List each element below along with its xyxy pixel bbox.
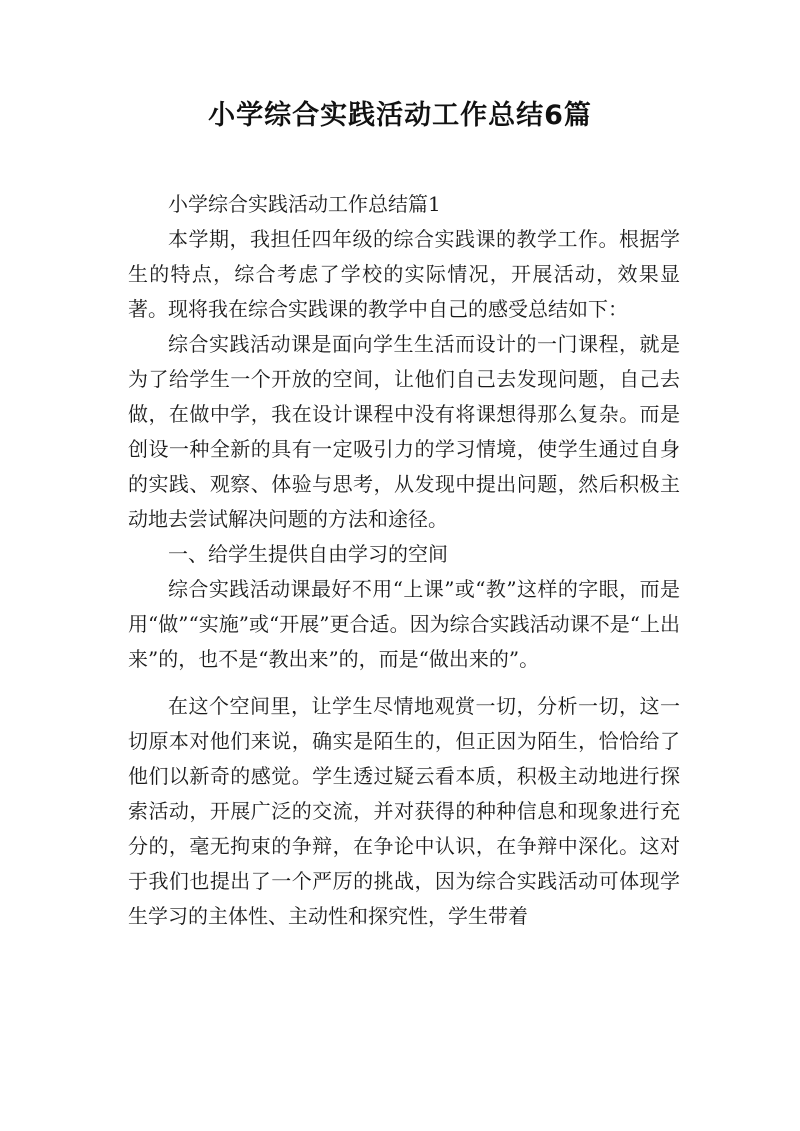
paragraph-terminology: 综合实践活动课最好不用“上课”或“教”这样的字眼，而是用“做”“实施”或“开展”更合适。因为综合实践活动课不是“上出来”的，也不是“教出来”的，而是“做出来的”。 [128,577,680,671]
document-title: 小学综合实践活动工作总结6篇 [208,100,592,131]
section-heading: 小学综合实践活动工作总结篇1 [168,192,441,216]
subsection-heading: 一、给学生提供自由学习的空间 [168,542,448,566]
paragraph-course-description: 综合实践活动课是面向学生生活而设计的一门课程，就是为了给学生一个开放的空间，让他们自己去发现问题，自己去做，在做中学，我在设计课程中没有将课想得那么复杂。而是创设一种全新的具有一定吸引力的学习情境，使学生通过自身的实践、观察、体验与思考，从发现中提出问题，然后积极主动地去尝试解决问题的方法和途径。 [128,332,680,531]
paragraph-intro: 本学期，我担任四年级的综合实践课的教学工作。根据学生的特点，综合考虑了学校的实际情况，开展活动，效果显著。现将我在综合实践课的教学中自己的感受总结如下： [128,227,680,321]
document-body [128,187,680,934]
paragraph-space: 在这个空间里，让学生尽情地观赏一切，分析一切，这一切原本对他们来说，确实是陌生的，但正因为陌生，恰恰给了他们以新奇的感觉。学生透过疑云看本质，积极主动地进行探索活动，开展广泛的交流，并对获得的种种信息和现象进行充分的，毫无拘束的争辩，在争论中认识，在争辩中深化。这对于我们也提出了一个严厉的挑战，因为综合实践活动可体现学生学习的主体性、主动性和探究性，学生带着 [128,694,680,928]
